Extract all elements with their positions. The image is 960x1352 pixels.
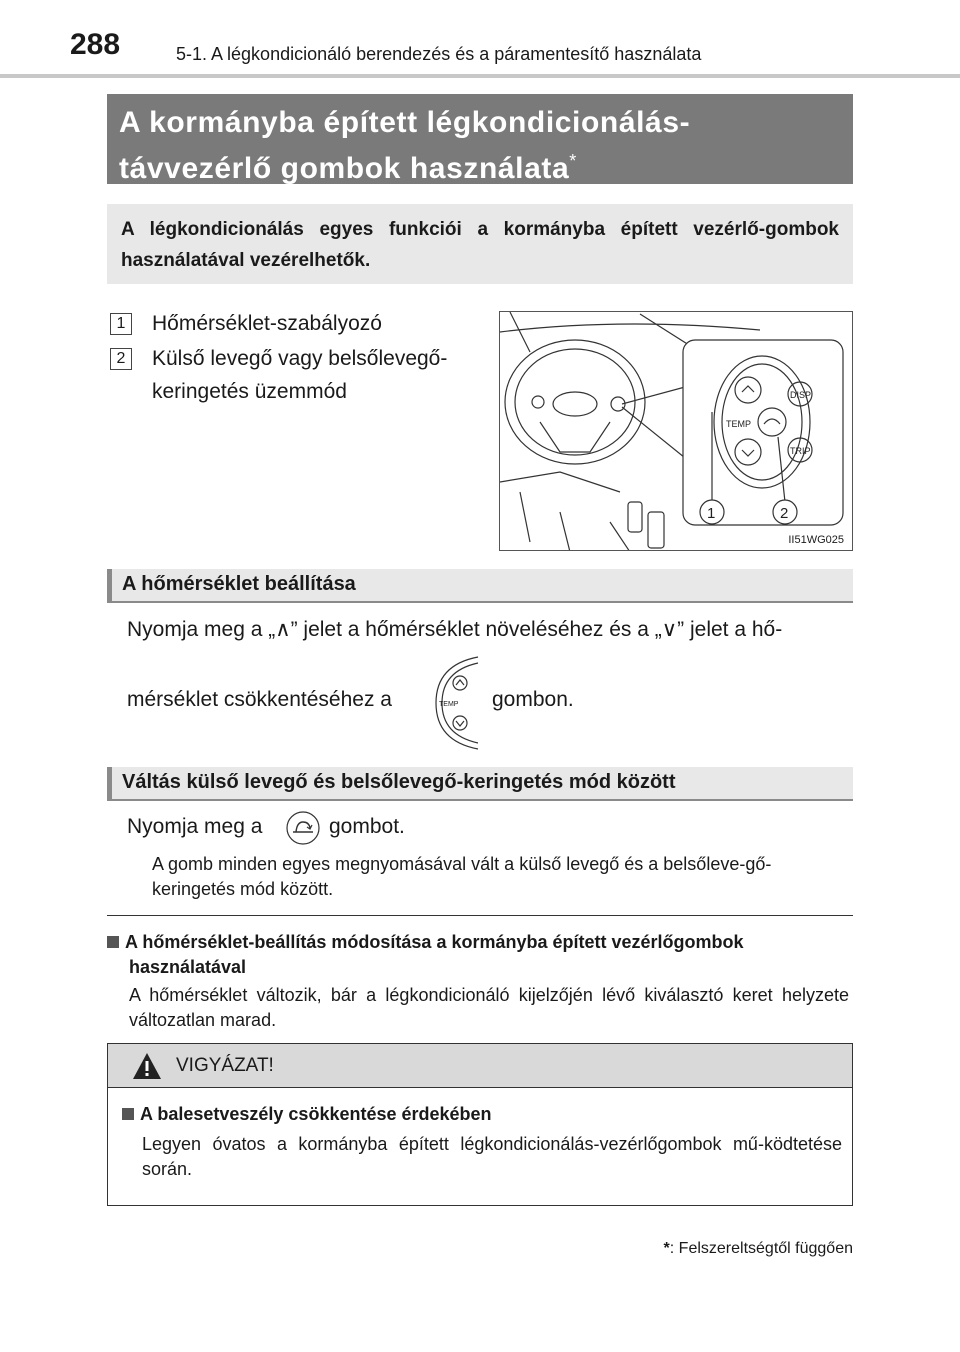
section-heading-recirculation <box>107 767 853 801</box>
caution-label: VIGYÁZAT! <box>176 1055 274 1076</box>
temperature-instruction-line-1: Nyomja meg a „∧” jelet a hőmérséklet növeléséhez és a „∨” jelet a hő- <box>127 618 783 641</box>
callout-1: 1 <box>707 505 716 522</box>
page-header <box>0 0 960 78</box>
temperature-instruction-line-2a: mérséklet csökkentéséhez a <box>127 688 392 711</box>
trip-label: TRIP <box>790 446 811 456</box>
temp-switch-drawing <box>434 655 484 751</box>
info-heading <box>107 930 853 980</box>
item-text: Külső levegő vagy belsőlevegő- <box>152 347 448 370</box>
temp-label: TEMP <box>726 419 752 429</box>
intro-box <box>107 204 853 284</box>
square-bullet-icon <box>107 936 119 948</box>
page-number: 288 <box>70 28 121 61</box>
asterisk-icon: * <box>663 1240 670 1257</box>
info-divider <box>107 915 853 916</box>
section-heading-text: A hőmérséklet beállítása <box>122 573 356 595</box>
section-heading-text: Váltás külső levegő és belsőlevegő-keringetés mód között <box>122 771 676 793</box>
disp-label: DISP <box>790 390 812 400</box>
warning-triangle-icon <box>132 1052 162 1080</box>
section-title-line-2-text: távvezérlő gombok használata <box>119 152 570 185</box>
caution-header <box>108 1044 852 1088</box>
caution-box <box>107 1043 853 1206</box>
footnote <box>664 1240 853 1258</box>
section-title-line-2 <box>119 142 841 188</box>
figure-code: II51WG025 <box>788 534 844 546</box>
section-title-box <box>107 94 853 184</box>
chapter-title: 5-1. A légkondicionáló berendezés és a páramentesítő használata <box>176 44 702 64</box>
header-divider <box>0 74 960 78</box>
recirculation-icon-drawing <box>285 810 321 846</box>
caution-heading <box>122 1102 492 1127</box>
item-text: Hőmérséklet-szabályozó <box>152 312 382 335</box>
info-body: A hőmérséklet változik, bár a légkondicionáló kijelzőjén lévő kiválasztó keret helyzete változatlan marad. <box>129 985 849 1030</box>
caution-body: Legyen óvatos a kormányba épített légkondicionálás-vezérlőgombok mű-ködtetése során. <box>142 1134 842 1179</box>
callout-2: 2 <box>780 505 789 522</box>
square-bullet-icon <box>122 1108 134 1120</box>
steering-wheel-drawing <box>500 312 853 551</box>
section-title-line-1: A kormányba épített légkondicionálás- <box>119 106 691 139</box>
intro-text: A légkondicionálás egyes funkciói a kormányba épített vezérlő-gombok használatával vezérelhetők. <box>121 219 839 271</box>
recirc-instruction-a: Nyomja meg a <box>127 815 263 838</box>
footnote-text: : Felszereltségtől függően <box>669 1240 853 1257</box>
recirculation-button-icon <box>285 810 321 846</box>
temp-icon-label: TEMP <box>439 701 459 708</box>
recirc-note: A gomb minden egyes megnyomásával vált a külső levegő és a belsőleve-gő-keringetés mód között. <box>152 854 772 899</box>
recirc-instruction-b: gombot. <box>329 815 405 838</box>
number-badge: 2 <box>110 348 132 370</box>
item-text-line-2: keringetés üzemmód <box>152 380 347 403</box>
info-heading-text: A hőmérséklet-beállítás módosítása a kormányba épített vezérlőgombok használatával <box>125 932 744 977</box>
number-badge: 1 <box>110 313 132 335</box>
temp-switch-icon <box>434 655 484 751</box>
steering-wheel-illustration <box>499 311 853 551</box>
temperature-instruction-line-2b: gombon. <box>492 688 574 711</box>
caution-heading-text: A balesetveszély csökkentése érdekében <box>140 1104 492 1124</box>
section-heading-temperature <box>107 569 853 603</box>
optional-equipment-mark: * <box>569 151 577 171</box>
